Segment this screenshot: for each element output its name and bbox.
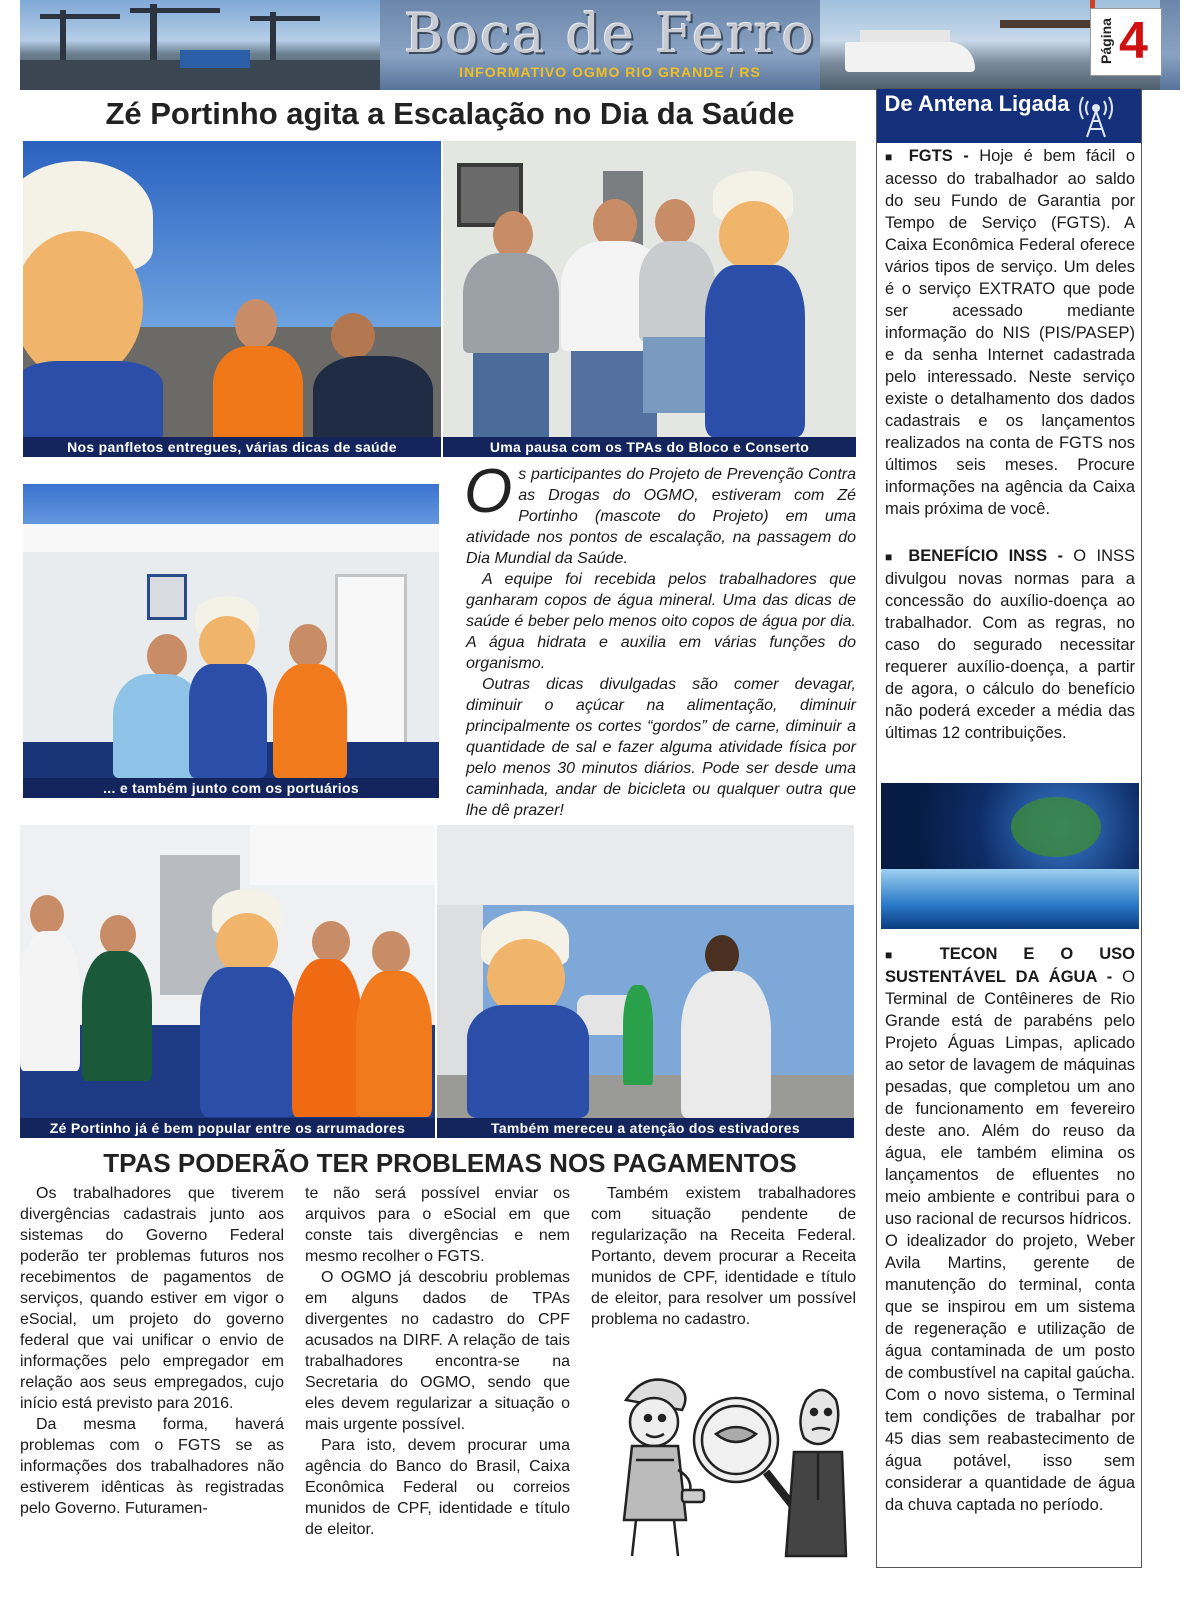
sidebar-item-lead: BENEFÍCIO INSS - bbox=[908, 547, 1063, 565]
article-headline: Zé Portinho agita a Escalação no Dia da Saúde bbox=[105, 96, 795, 131]
article2-paragraph: Da mesma forma, haverá problemas com o FGTS se as informações dos trabalhadores não estiverem idênticas às registradas pelo Governo. Futuramen- bbox=[20, 1416, 284, 1517]
article2-col2 bbox=[305, 1183, 570, 1540]
article-paragraph-3: Outras dicas divulgadas são comer devagar, diminuir o açúcar na alimentação, diminuir principalmente os cortes “gordos” de carne, diminuir a quantidade de sal e fazer alguma atividade física por pelo menos 30 minutos diários. Pode ser desde uma caminhada, andar de bicicleta ou qualquer outra que lhe dê prazer! bbox=[466, 676, 856, 819]
second-headline: TPAS PODERÃO TER PROBLEMAS NOS PAGAMENTOS bbox=[103, 1148, 797, 1178]
sidebar-extra-paragraph: O idealizador do projeto, Weber Avila Martins, gerente de manutenção do terminal, conta que se inspirou em um sistema de regeneração e utilização de água contaminada de um posto de combustível na capital gaúcha. Com o novo sistema, o Terminal tem condições de trabalhar por 45 dias sem reabastecimento de água potável, isso sem considerar a quantidade de água da chuva captada no período. bbox=[885, 1232, 1135, 1514]
article2-paragraph: Os trabalhadores que tiverem divergências cadastrais junto aos sistemas do Governo Federal poderão ter problemas futuros nos recebimentos de pagamentos de serviços, quando estiver em vigor o eSocial, um projeto do governo federal que vai unificar o envio de informações pelo empregador em relação aos seus empregados, cujo início está previsto para 2016. bbox=[20, 1185, 284, 1412]
sidebar-item-text: O Terminal de Contêineres de Rio Grande está de parabéns pelo Projeto Águas Limpas, aplicado ao setor de lavagem de máquinas pesadas, que completou um ano de funcionamento em fevereiro deste ano. Além do reuso da água, ele também elimina os lançamentos de efluentes no meio ambiente e contribui para o uso racional de recursos hídricos. bbox=[885, 968, 1135, 1228]
caption-2: Uma pausa com os TPAs do Bloco e Conserto bbox=[443, 437, 856, 457]
masthead bbox=[20, 0, 1180, 90]
sidebar-item-lead: FGTS - bbox=[908, 147, 969, 165]
antenna-icon bbox=[1073, 93, 1119, 139]
cartoon-magnifier-illustration bbox=[596, 1360, 854, 1560]
sidebar-header bbox=[877, 89, 1141, 143]
sidebar-de-antena-ligada bbox=[876, 88, 1142, 1568]
caption-3: ... e também junto com os portuários bbox=[23, 778, 439, 798]
article-paragraph-1: Os participantes do Projeto de Prevenção Contra as Drogas do OGMO, estiveram com Zé Portinho (mascote do Projeto) em uma atividade nos pontos de escalação, na passagem do Dia Mundial da Saúde. bbox=[464, 457, 856, 567]
masthead-title: Boca de Ferro bbox=[403, 2, 817, 65]
photo-leaflets bbox=[23, 141, 441, 437]
article-paragraph-2: A equipe foi recebida pelos trabalhadores que ganharam copos de água mineral. Uma das dicas de saúde é beber pelo menos oito copos de água por dia. A água hidrata e auxilia em várias funções do organismo. bbox=[466, 571, 856, 672]
sidebar-item-text: Hoje é bem fácil o acesso do trabalhador ao saldo do seu Fundo de Garantia por Tempo de Serviço (FGTS). A Caixa Econômica Federal oferece vários tipos de serviço. Um deles é o serviço EXTRATO que pode ser acessado mediante informação do NIS (PIS/PASEP) e da senha Internet cadastrada pelo interessado. Neste serviço existe o detalhamento dos dados cadastrais e os lançamentos realizados na conta de FGTS nos últimos seis meses. Procure informações na agência da Caixa mais próxima de você. bbox=[885, 147, 1136, 518]
drop-cap: O bbox=[464, 457, 513, 526]
photo-estivadores bbox=[437, 825, 854, 1118]
caption-1: Nos panfletos entregues, várias dicas de saúde bbox=[23, 437, 441, 457]
article2-paragraph: te não será possível enviar os arquivos para o eSocial em que conste tais divergências e nem mesmo recolher o FGTS. bbox=[305, 1185, 570, 1265]
photo-bloco-conserto bbox=[443, 141, 856, 437]
photo-portuarios bbox=[23, 484, 439, 778]
earth-water-photo bbox=[881, 783, 1139, 929]
sidebar-item-fgts: ■ FGTS - Hoje é bem fácil o acesso do trabalhador ao saldo do seu Fundo de Garantia por Tempo de Serviço (FGTS). A Caixa Econômica Federal oferece vários tipos de serviço. Um deles é o serviço EXTRATO que pode ser acessado mediante informação do NIS (PIS/PASEP) e da senha Internet cadastrada pelo interessado. Neste serviço existe o detalhamento dos dados cadastrais e os lançamentos realizados na conta de FGTS nos últimos seis meses. Procure informações na agência da Caixa mais próxima de você. bbox=[885, 147, 1136, 518]
article-body bbox=[464, 457, 856, 821]
sidebar-item-text: O INSS divulgou novas normas para a concessão do auxílio-doença ao trabalhador. Com as regras, no caso do segurado necessitar requerer auxílio-doença, a partir de agora, o cálculo do benefício não poderá exceder a média das últimas 12 contribuições. bbox=[885, 547, 1136, 742]
sidebar-item-tecon: ■ TECON E O USO SUSTENTÁVEL DA ÁGUA - O Terminal de Contêineres de Rio Grande está de parabéns pelo Projeto Águas Limpas, aplicado ao setor de lavagem de máquinas pesadas, que completou um ano de funcionamento em fevereiro deste ano. Além do reuso da água, ele também elimina os lançamentos de efluentes no meio ambiente e contribui para o uso racional de recursos hídricos. O idealizador do projeto, Weber Avila Martins, gerente de manutenção do terminal, conta que se inspirou em um sistema de regeneração e utilização de água contaminada de um posto de combustível na capital gaúcha. Com o novo sistema, o Terminal tem condições de trabalhar por 45 dias sem reabastecimento de água potável, isso sem considerar a quantidade de água da chuva captada no período. bbox=[885, 945, 1135, 1514]
article2-paragraph: O OGMO já descobriu problemas em alguns dados de TPAs divergentes no cadastro do CPF acusados na DIRF. A relação de tais trabalhadores encontra-se na Secretaria do OGMO, sendo que eles devem regularizar a situação o mais urgente possível. bbox=[305, 1269, 570, 1433]
caption-4: Zé Portinho já é bem popular entre os arrumadores bbox=[20, 1118, 435, 1138]
article2-paragraph: Também existem trabalhadores com situação pendente de regularização na Receita Federal. Portanto, devem procurar a Receita munidos de CPF, identidade e título de eleitor, para resolver um possível problema no cadastro. bbox=[591, 1185, 856, 1328]
page-label: Página bbox=[1097, 18, 1114, 64]
sidebar-title: De Antena Ligada bbox=[884, 91, 1070, 116]
sidebar-item-inss: ■ BENEFÍCIO INSS - O INSS divulgou novas normas para a concessão do auxílio-doença ao trabalhador. Com as regras, no caso do segurado necessitar requerer auxílio-doença, a partir de agora, o cálculo do benefício não poderá exceder a média das últimas 12 contribuições. bbox=[885, 547, 1136, 742]
port-cranes-photo bbox=[20, 0, 380, 90]
caption-5: Também mereceu a atenção dos estivadores bbox=[437, 1118, 854, 1138]
page-number: 4 bbox=[1119, 12, 1148, 70]
article2-col1 bbox=[20, 1183, 284, 1519]
page-number-box bbox=[1090, 8, 1162, 76]
article2-col3 bbox=[591, 1183, 856, 1330]
masthead-subtitle: INFORMATIVO OGMO RIO GRANDE / RS bbox=[459, 64, 761, 80]
sidebar-item-lead: TECON E O USO SUSTENTÁVEL DA ÁGUA - bbox=[885, 945, 1135, 986]
photo-arrumadores bbox=[20, 825, 435, 1118]
article2-paragraph: Para isto, devem procurar uma agência do Banco do Brasil, Caixa Econômica Federal ou correios munidos de CPF, identidade e título de eleitor. bbox=[305, 1437, 570, 1538]
